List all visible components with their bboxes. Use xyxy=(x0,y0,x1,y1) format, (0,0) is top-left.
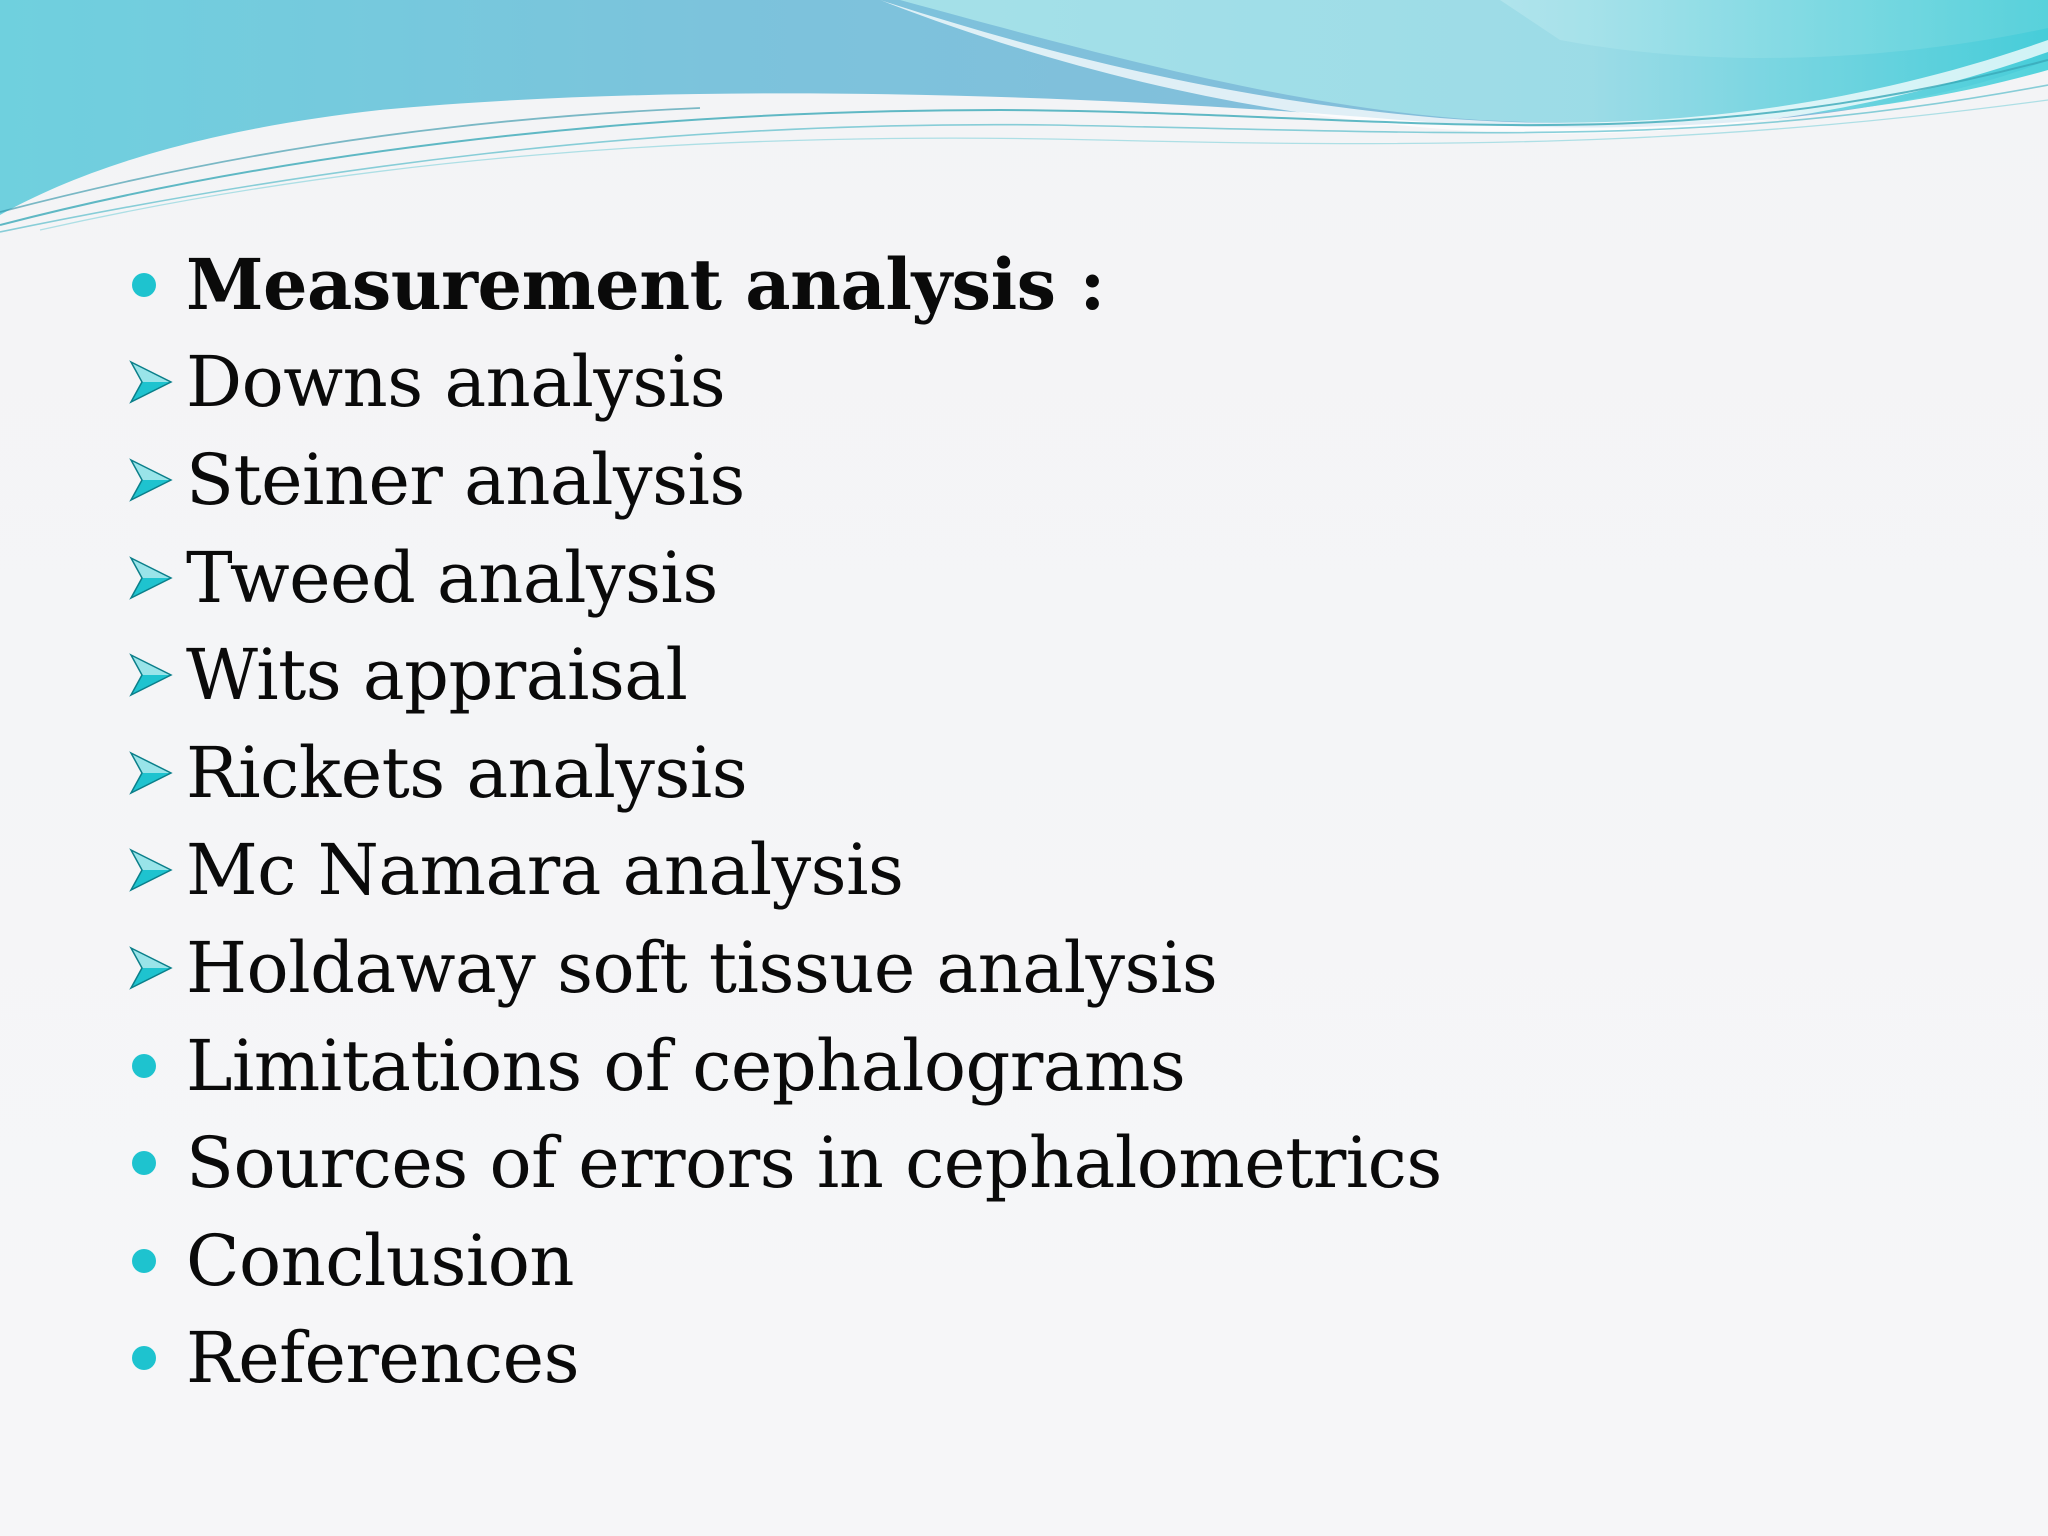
list-item xyxy=(128,724,1928,822)
list-item xyxy=(128,822,1928,920)
list-item-label: References xyxy=(186,1317,579,1400)
arrow-bullet-icon xyxy=(128,919,186,1017)
list-item xyxy=(128,431,1928,529)
list-item-label: Measurement analysis : xyxy=(186,243,1105,327)
arrow-bullet-icon xyxy=(128,724,186,822)
list-item xyxy=(128,1212,1928,1310)
dot-bullet-icon xyxy=(128,1114,186,1212)
arrow-bullet-icon xyxy=(128,822,186,920)
dot-bullet-icon xyxy=(128,1017,186,1115)
list-item xyxy=(128,626,1928,724)
list-item-label: Mc Namara analysis xyxy=(186,829,904,912)
dot-bullet-icon xyxy=(128,1310,186,1408)
dot-bullet-icon xyxy=(128,1212,186,1310)
list-item xyxy=(128,334,1928,432)
list-item xyxy=(128,1310,1928,1408)
list-item xyxy=(128,919,1928,1017)
bullet-list xyxy=(128,236,1928,1407)
list-item-label: Sources of errors in cephalometrics xyxy=(186,1122,1442,1205)
arrow-bullet-icon xyxy=(128,626,186,724)
list-item-label: Holdaway soft tissue analysis xyxy=(186,926,1218,1009)
list-item xyxy=(128,1017,1928,1115)
list-item-label: Limitations of cephalograms xyxy=(186,1024,1186,1107)
arrow-bullet-icon xyxy=(128,431,186,529)
list-item-label: Steiner analysis xyxy=(186,438,745,521)
list-item-label: Rickets analysis xyxy=(186,731,748,814)
list-item-label: Tweed analysis xyxy=(186,536,718,619)
wave-header-decoration xyxy=(0,0,2048,260)
list-item xyxy=(128,1114,1928,1212)
list-item xyxy=(128,529,1928,627)
list-item-label: Conclusion xyxy=(186,1219,574,1302)
list-item-label: Wits appraisal xyxy=(186,634,688,717)
list-item xyxy=(128,236,1928,334)
dot-bullet-icon xyxy=(128,236,186,334)
list-item-label: Downs analysis xyxy=(186,341,726,424)
arrow-bullet-icon xyxy=(128,529,186,627)
arrow-bullet-icon xyxy=(128,334,186,432)
